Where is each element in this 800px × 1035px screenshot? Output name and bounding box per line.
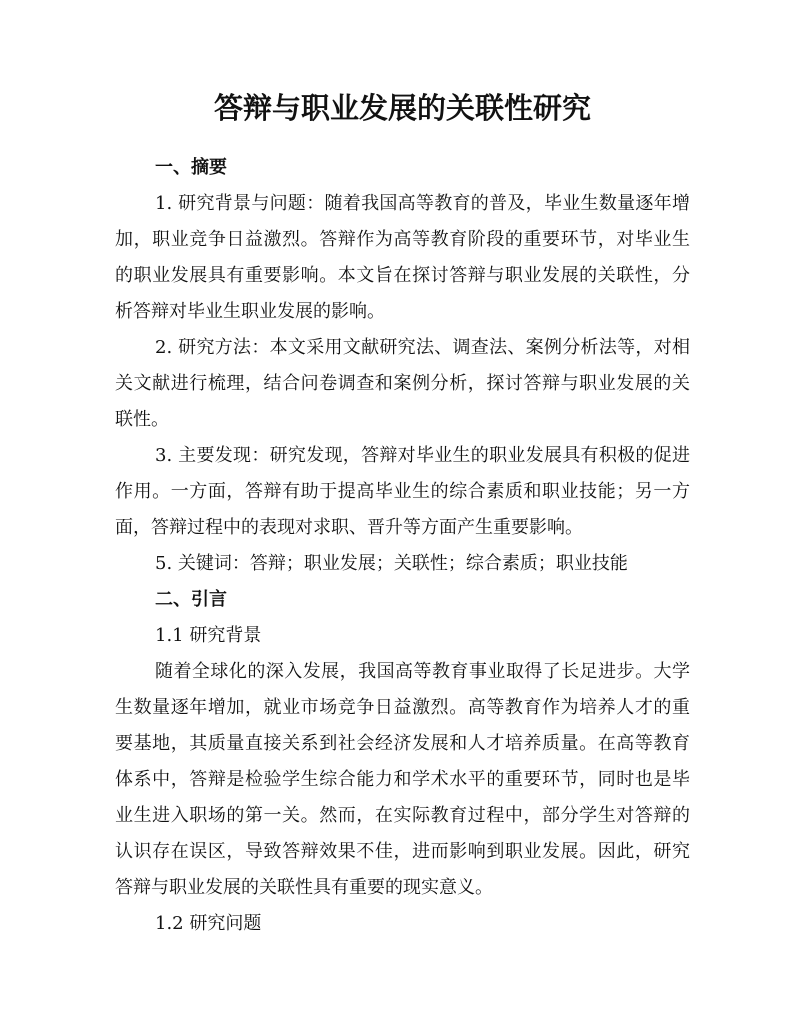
abstract-paragraph-2: 2. 研究方法：本文采用文献研究法、调查法、案例分析法等，对相关文献进行梳理，结合问卷调查和案例分析，探讨答辩与职业发展的关联性。 [115, 337, 690, 430]
abstract-keywords: 5. 关键词：答辩；职业发展；关联性；综合素质；职业技能 [155, 553, 628, 574]
subsection-heading-questions: 1.2 研究问题 [155, 913, 262, 934]
section-heading-abstract: 一、摘要 [155, 157, 227, 178]
abstract-paragraph-3: 3. 主要发现：研究发现，答辩对毕业生的职业发展具有积极的促进作用。一方面，答辩有助于提高毕业生的综合素质和职业技能；另一方面，答辩过程中的表现对求职、晋升等方面产生重要影响。 [115, 445, 690, 538]
document-page [115, 88, 690, 942]
subsection-heading-background: 1.1 研究背景 [155, 625, 262, 646]
document-title: 答辩与职业发展的关联性研究 [213, 91, 591, 125]
background-paragraph: 随着全球化的深入发展，我国高等教育事业取得了长足进步。大学生数量逐年增加，就业市场竞争日益激烈。高等教育作为培养人才的重要基地，其质量直接关系到社会经济发展和人才培养质量。在高等教育体系中，答辩是检验学生综合能力和学术水平的重要环节，同时也是毕业生进入职场的第一关。然而，在实际教育过程中，部分学生对答辩的认识存在误区，导致答辩效果不佳，进而影响到职业发展。因此，研究答辩与职业发展的关联性具有重要的现实意义。 [115, 661, 690, 898]
abstract-paragraph-1: 1. 研究背景与问题：随着我国高等教育的普及，毕业生数量逐年增加，职业竞争日益激烈。答辩作为高等教育阶段的重要环节，对毕业生的职业发展具有重要影响。本文旨在探讨答辩与职业发展的关联性，分析答辩对毕业生职业发展的影响。 [115, 193, 690, 322]
section-heading-introduction: 二、引言 [155, 589, 227, 610]
